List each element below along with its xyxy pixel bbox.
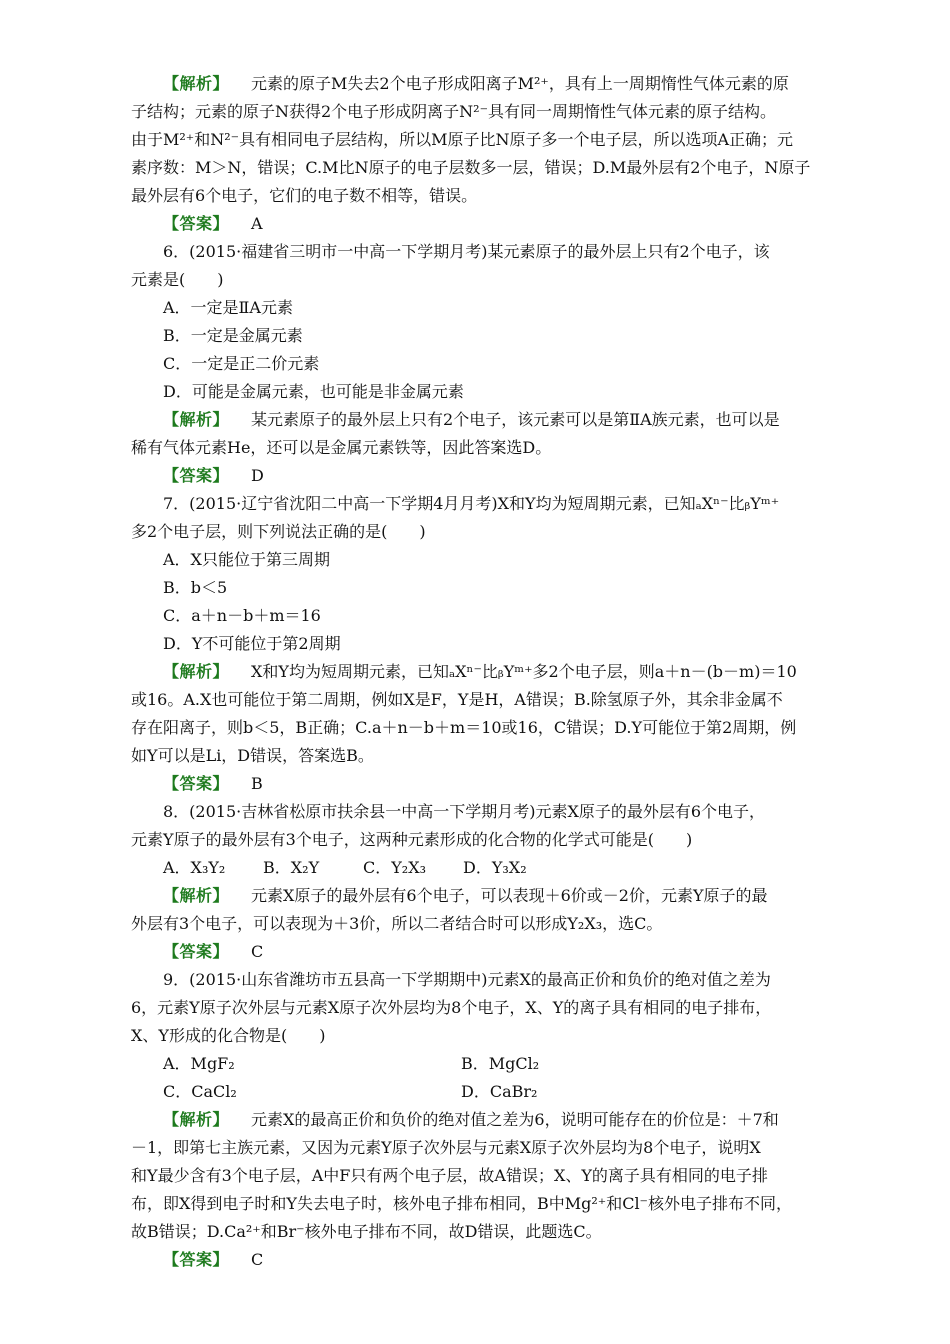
analysis-line: 【解析】 元素X的最高正价和负价的绝对值之差为6，说明可能存在的价位是：＋7和 [163,1110,779,1129]
answer-line: 【答案】 D [163,466,264,485]
answer-label: 【答案】 [163,774,230,793]
analysis-line: 和Y最少含有3个电子层，A中F只有两个电子层，故A错误；X、Y的离子具有相同的电子排 [131,1166,768,1185]
analysis-line: －1，即第七主族元素，又因为元素Y原子次外层与元素X原子次外层均为8个电子，说明X [131,1138,761,1157]
option: B．b＜5 [163,578,228,597]
question-stem: X、Y形成的化合物是( ) [131,1026,326,1045]
analysis-label: 【解析】 [163,410,230,429]
option: B．X₂Y [263,858,320,877]
option: A．一定是ⅡA元素 [163,298,293,317]
analysis-line: 【解析】 元素的原子M失去2个电子形成阳离子M²⁺，具有上一周期惰性气体元素的原 [163,74,789,93]
option: D．可能是金属元素，也可能是非金属元素 [163,382,464,401]
option: A．X₃Y₂ [163,858,226,877]
analysis-label: 【解析】 [163,886,230,905]
answer-label: 【答案】 [163,466,230,485]
analysis-line: 布，即X得到电子时和Y失去电子时，核外电子排布相同，B中Mg²⁺和Cl⁻核外电子排布不同， [131,1194,793,1213]
analysis-line: 稀有气体元素He，还可以是金属元素铁等，因此答案选D。 [131,438,552,457]
answer-label: 【答案】 [163,1250,230,1269]
question-stem: 6，元素Y原子次外层与元素X原子次外层均为8个电子，X、Y的离子具有相同的电子排布， [131,998,772,1017]
answer-line: 【答案】 A [163,214,263,233]
answer-label: 【答案】 [163,214,230,233]
question-stem: 8．(2015·吉林省松原市扶余县一中高一下学期月考)元素X原子的最外层有6个电子， [163,802,766,821]
question-stem: 7．(2015·辽宁省沈阳二中高一下学期4月月考)X和Y均为短周期元素，已知ₐXⁿ⁻比ᵦYᵐ⁺ [163,494,780,513]
analysis-line: 由于M²⁺和N²⁻具有相同电子层结构，所以M原子比N原子多一个电子层，所以选项A正确；元 [131,130,794,149]
question-stem: 元素是( ) [131,270,224,289]
analysis-line: 【解析】 某元素原子的最外层上只有2个电子，该元素可以是第ⅡA族元素，也可以是 [163,410,780,429]
analysis-line: 或16。A.X也可能位于第二周期，例如X是F，Y是H，A错误；B.除氢原子外，其余非金属不 [131,690,783,709]
option: C．CaCl₂ [163,1082,237,1101]
option: D．Y不可能位于第2周期 [163,634,341,653]
analysis-line: 最外层有6个电子，它们的电子数不相等，错误。 [131,186,478,205]
option: D．CaBr₂ [461,1082,538,1101]
analysis-line: 【解析】 X和Y均为短周期元素，已知ₐXⁿ⁻比ᵦYᵐ⁺多2个电子层，则a＋n－(b－m)＝10 [163,662,797,681]
analysis-label: 【解析】 [163,74,230,93]
option: C．Y₂X₃ [363,858,427,877]
option: A．X只能位于第三周期 [163,550,330,569]
analysis-line: 【解析】 元素X原子的最外层有6个电子，可以表现＋6价或－2价，元素Y原子的最 [163,886,768,905]
analysis-line: 故B错误；D.Ca²⁺和Br⁻核外电子排布不同，故D错误，此题选C。 [131,1222,602,1241]
answer-line: 【答案】 C [163,942,264,961]
option: C．a＋n－b＋m＝16 [163,606,321,625]
analysis-line: 外层有3个电子，可以表现为＋3价，所以二者结合时可以形成Y₂X₃，选C。 [131,914,663,933]
option: C．一定是正二价元素 [163,354,320,373]
question-stem: 9．(2015·山东省潍坊市五县高一下学期期中)元素X的最高正价和负价的绝对值之差为 [163,970,771,989]
analysis-line: 子结构；元素的原子N获得2个电子形成阴离子N²⁻具有同一周期惰性气体元素的原子结构。 [131,102,777,121]
option: A．MgF₂ [163,1054,235,1073]
question-stem: 元素Y原子的最外层有3个电子，这两种元素形成的化合物的化学式可能是( ) [131,830,693,849]
analysis-line: 存在阳离子，则b＜5，B正确；C.a＋n－b＋m＝10或16，C错误；D.Y可能位于第2周期，例 [131,718,797,737]
analysis-label: 【解析】 [163,662,230,681]
answer-line: 【答案】 C [163,1250,264,1269]
option: D．Y₃X₂ [463,858,527,877]
analysis-label: 【解析】 [163,1110,230,1129]
answer-label: 【答案】 [163,942,230,961]
option: B．MgCl₂ [461,1054,540,1073]
analysis-line: 素序数：M＞N，错误；C.M比N原子的电子层数多一层，错误；D.M最外层有2个电子，N原子 [131,158,811,177]
question-stem: 多2个电子层，则下列说法正确的是( ) [131,522,426,541]
option: B．一定是金属元素 [163,326,303,345]
question-stem: 6．(2015·福建省三明市一中高一下学期月考)某元素原子的最外层上只有2个电子，该 [163,242,770,261]
analysis-line: 如Y可以是Li，D错误，答案选B。 [131,746,374,765]
answer-line: 【答案】 B [163,774,263,793]
